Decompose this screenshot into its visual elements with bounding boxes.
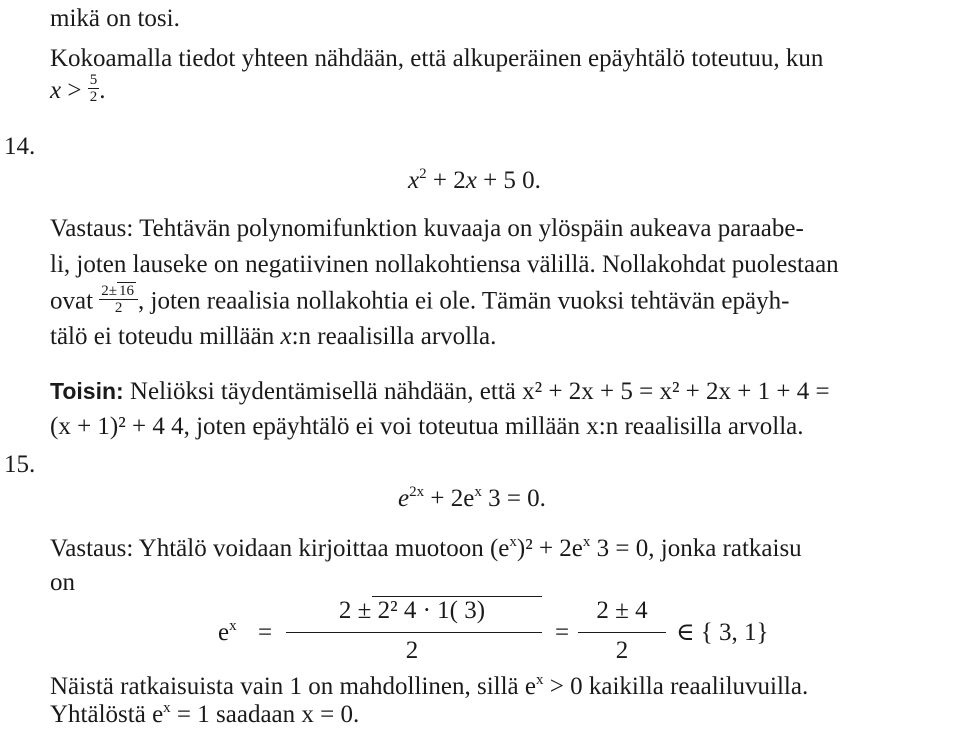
superscript: x — [229, 618, 237, 634]
text-span: > 0 kaikilla reaaliluvuilla. — [543, 673, 809, 700]
text-line — [50, 700, 359, 733]
math-op: + 2e — [424, 485, 475, 512]
equation — [398, 484, 546, 517]
equation — [408, 166, 541, 199]
math-var: x — [408, 167, 420, 194]
equation-lhs — [218, 618, 237, 651]
fraction-num — [99, 282, 138, 300]
text-line — [50, 283, 790, 320]
superscript: 2 — [419, 166, 427, 182]
text-span: Yhtälöstä e — [50, 701, 164, 728]
sqrt-bar — [372, 596, 542, 597]
math-var: x — [465, 167, 477, 194]
alt-label: Toisin: — [50, 378, 124, 404]
fraction-bar — [286, 632, 542, 633]
text-line: Vastaus: Tehtävän polynomifunktion kuvaaja on ylöspäin aukeava paraabe- — [50, 215, 804, 242]
text-span: Vastaus: Yhtälö voidaan kirjoittaa muotoon (e — [50, 535, 510, 562]
problem-number: 14. — [4, 133, 36, 160]
problem-number: 15. — [4, 451, 36, 478]
sqrt: 16 — [119, 283, 135, 299]
math-op: + 5 0. — [476, 167, 541, 194]
fraction — [99, 282, 138, 316]
text-line: (x + 1)² + 4 4, joten epäyhtälö ei voi toteutua millään x:n reaalisilla arvolla. — [50, 413, 804, 440]
equals-sign: = — [555, 619, 570, 646]
text-line — [50, 322, 496, 352]
superscript: 2x — [409, 484, 425, 500]
fraction-num-text: 2± — [101, 283, 118, 299]
text-span: ovat — [50, 287, 94, 315]
solution-set: ∈ { 3, 1} — [676, 619, 769, 646]
fraction-num: 2 ± 2² 4 · 1( 3) — [338, 597, 486, 624]
text-line: on — [50, 569, 75, 596]
text-line — [50, 534, 802, 567]
superscript: x — [536, 672, 544, 688]
math-var: e — [398, 485, 410, 512]
superscript: x — [509, 534, 517, 550]
math-op: > — [61, 77, 88, 105]
text-span: = 1 saadaan x = 0. — [170, 701, 360, 728]
math-var: x — [280, 323, 292, 350]
superscript: x — [582, 534, 591, 550]
text-span: :n reaalisilla arvolla. — [291, 323, 497, 350]
text-line: li, joten lauseke on negatiivinen nollakohtiensa välillä. Nollakohdat puolestaan — [50, 251, 839, 278]
text-line — [50, 376, 830, 407]
text-span: )² + 2e — [516, 535, 583, 562]
fraction-bar — [578, 632, 666, 633]
math-op: + 2 — [426, 167, 466, 194]
equals-sign: = — [258, 619, 273, 646]
math-op: 3 = 0. — [481, 485, 546, 512]
fraction-den: 2 — [405, 637, 419, 664]
math-var: x — [50, 77, 62, 105]
math-var: e — [218, 619, 230, 646]
superscript: x — [163, 700, 171, 716]
math-end: . — [99, 77, 106, 105]
superscript: x — [474, 484, 482, 500]
fraction-den: 2 — [89, 89, 98, 105]
text-span: Neliöksi täydentämisellä nähdään, että x² + 2x + 5 = x² + 2x + 1 + 4 = — [123, 378, 830, 405]
fraction-num: 2 ± 4 — [596, 597, 648, 624]
text-span: 3 = 0, jonka ratkaisu — [590, 535, 802, 562]
math-line — [50, 72, 106, 109]
fraction-den: 2 — [114, 300, 123, 316]
text-span: Näistä ratkaisuista vain 1 on mahdollinen, sillä e — [50, 673, 536, 700]
fraction — [88, 72, 100, 105]
fraction-den: 2 — [615, 637, 629, 664]
fraction-num: 5 — [89, 72, 98, 88]
text-line: Kokoamalla tiedot yhteen nähdään, että alkuperäinen epäyhtälö toteutuu, kun — [50, 45, 824, 72]
text-span: , joten reaalisia nollakohtia ei ole. Tämän vuoksi tehtävän epäyh- — [138, 287, 790, 315]
text-line: mikä on tosi. — [50, 5, 180, 32]
text-span: tälö ei toteudu millään — [50, 323, 281, 350]
